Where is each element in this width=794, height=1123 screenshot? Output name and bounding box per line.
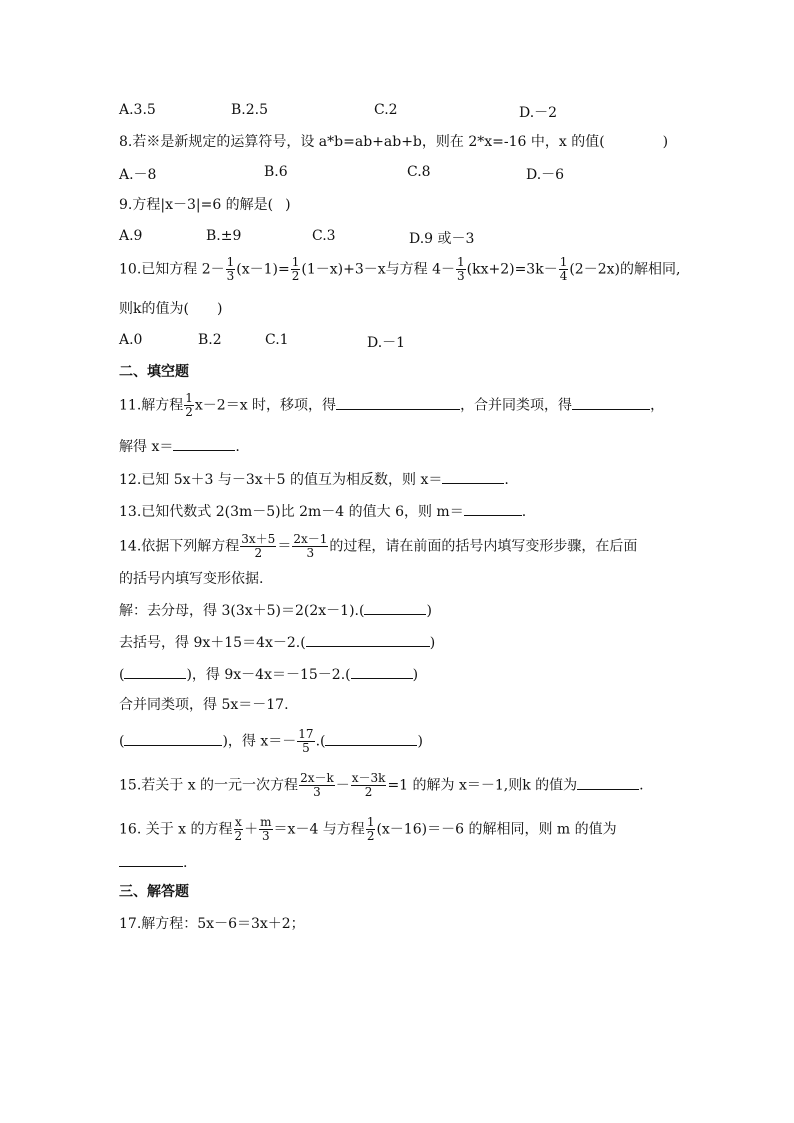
q13-stem: 13.已知代数式 2(3m－5)比 2m－4 的值大 6，则 m＝ . <box>119 501 526 521</box>
q13-blank[interactable] <box>464 501 522 516</box>
q15-stem: 15.若关于 x 的一元一次方程 $\frac{2x-k}{3}$ － $\frac{x-3k}{2}$ =1 的解为 x＝－1,则k 的值为 . <box>119 771 644 799</box>
q8-option-c: C.8 <box>407 164 431 180</box>
q10-option-b: B.2 <box>198 332 222 348</box>
q14-step-1: 解：去分母，得 3(3x＋5)＝2(2x－1).( ) <box>119 600 432 620</box>
q14-step-2: 去括号，得 9x＋15＝4x－2.( ) <box>119 632 435 652</box>
q10-line2: 则k的值为( ) <box>119 301 223 317</box>
q11-blank-3[interactable] <box>173 436 235 451</box>
q15-fraction-2: $\frac{x-3k}{2}$ <box>351 771 386 799</box>
q9-option-d: D.9 或－3 <box>409 231 475 247</box>
q7-option-a: A.3.5 <box>119 102 156 118</box>
q16-fraction-3: $\frac{1}{2}$ <box>366 815 375 843</box>
q10-option-a: A.0 <box>119 332 143 348</box>
q12-stem: 12.已知 5x＋3 与－3x＋5 的值互为相反数，则 x＝ . <box>119 469 509 489</box>
q12-blank[interactable] <box>442 469 504 484</box>
q10-fraction-2: $\frac{1}{2}$ <box>291 255 300 283</box>
section-heading-answer: 三、解答题 <box>119 884 189 900</box>
q8-stem: 8.若※是新规定的运算符号，设 a*b=ab+ab+b，则在 2*x=-16 中，x 的值( ) <box>119 134 669 150</box>
q9-stem: 9.方程|x－3|=6 的解是( ) <box>119 197 291 213</box>
q7-option-c: C.2 <box>374 102 398 118</box>
q11-blank-1[interactable] <box>336 395 460 410</box>
q10-option-d: D.－1 <box>367 335 406 351</box>
q8-option-b: B.6 <box>264 164 288 180</box>
q8-option-a: A.－8 <box>119 167 157 183</box>
q14-blank-1[interactable] <box>364 600 426 615</box>
q11-fraction: $\frac{1}{2}$ <box>185 391 193 419</box>
q14-step-5: ( )，得 x＝－ $\frac{17}{5}$ .( ) <box>119 727 423 755</box>
q14-blank-6[interactable] <box>325 731 417 746</box>
q16-fraction-1: $\frac{x}{2}$ <box>234 815 243 843</box>
q14-stem: 14.依据下列解方程 $\frac{3x+5}{2}$ ＝ $\frac{2x-1}{3}$ 的过程，请在前面的括号内填写变形步骤，在后面 <box>119 532 638 560</box>
q15-blank[interactable] <box>577 775 639 790</box>
q8-option-d: D.－6 <box>526 167 565 183</box>
q16-line2: . <box>119 852 187 872</box>
q10-fraction-1: $\frac{1}{3}$ <box>226 255 235 283</box>
q14-blank-5[interactable] <box>124 731 222 746</box>
q10-fraction-3: $\frac{1}{3}$ <box>457 255 465 283</box>
q14-blank-2[interactable] <box>306 632 430 647</box>
q11-line2: 解得 x＝ . <box>119 436 240 456</box>
q14-line2: 的括号内填写变形依据. <box>119 571 264 587</box>
q17-stem: 17.解方程：5x－6＝3x＋2； <box>119 916 305 932</box>
q7-option-b: B.2.5 <box>231 102 269 118</box>
q15-fraction-1: $\frac{2x-k}{3}$ <box>300 771 334 799</box>
q14-blank-3[interactable] <box>124 664 186 679</box>
q7-option-d: D.－2 <box>519 105 558 121</box>
q10-option-c: C.1 <box>265 332 289 348</box>
q14-fraction-1: $\frac{3x+5}{2}$ <box>241 532 276 560</box>
section-heading-fill-in: 二、填空题 <box>119 364 189 380</box>
q14-step-3: ( )，得 9x－4x＝－15－2.( ) <box>119 664 418 684</box>
q10-stem: 10.已知方程 2－ $\frac{1}{3}$ (x－1)= $\frac{1}{2}$ (1－x)+3－x与方程 4－ $\frac{1}{3}$ (kx+2)=3k－ $\frac{1}{4}$ (2－2x)的解相同, <box>119 255 681 283</box>
q14-blank-4[interactable] <box>351 664 413 679</box>
q11-blank-2[interactable] <box>572 395 650 410</box>
q11-stem: 11.解方程 $\frac{1}{2}$ x－2＝x 时，移项，得 ，合并同类项，得 ， <box>119 391 665 419</box>
q9-option-c: C.3 <box>312 228 336 244</box>
q14-step-4: 合并同类项，得 5x＝－17. <box>119 697 289 713</box>
q14-fraction-3: $\frac{17}{5}$ <box>298 727 314 755</box>
q9-option-b: B.±9 <box>206 228 242 244</box>
q10-fraction-4: $\frac{1}{4}$ <box>559 255 568 283</box>
q16-stem: 16. 关于 x 的方程 $\frac{x}{2}$ ＋ $\frac{m}{3}$ ＝x－4 与方程 $\frac{1}{2}$ (x－16)＝－6 的解相同，则 m 的值为 <box>119 815 617 843</box>
q14-fraction-2: $\frac{2x-1}{3}$ <box>293 532 328 560</box>
q16-blank[interactable] <box>119 852 183 867</box>
q9-option-a: A.9 <box>119 228 143 244</box>
q16-fraction-2: $\frac{m}{3}$ <box>260 815 272 843</box>
